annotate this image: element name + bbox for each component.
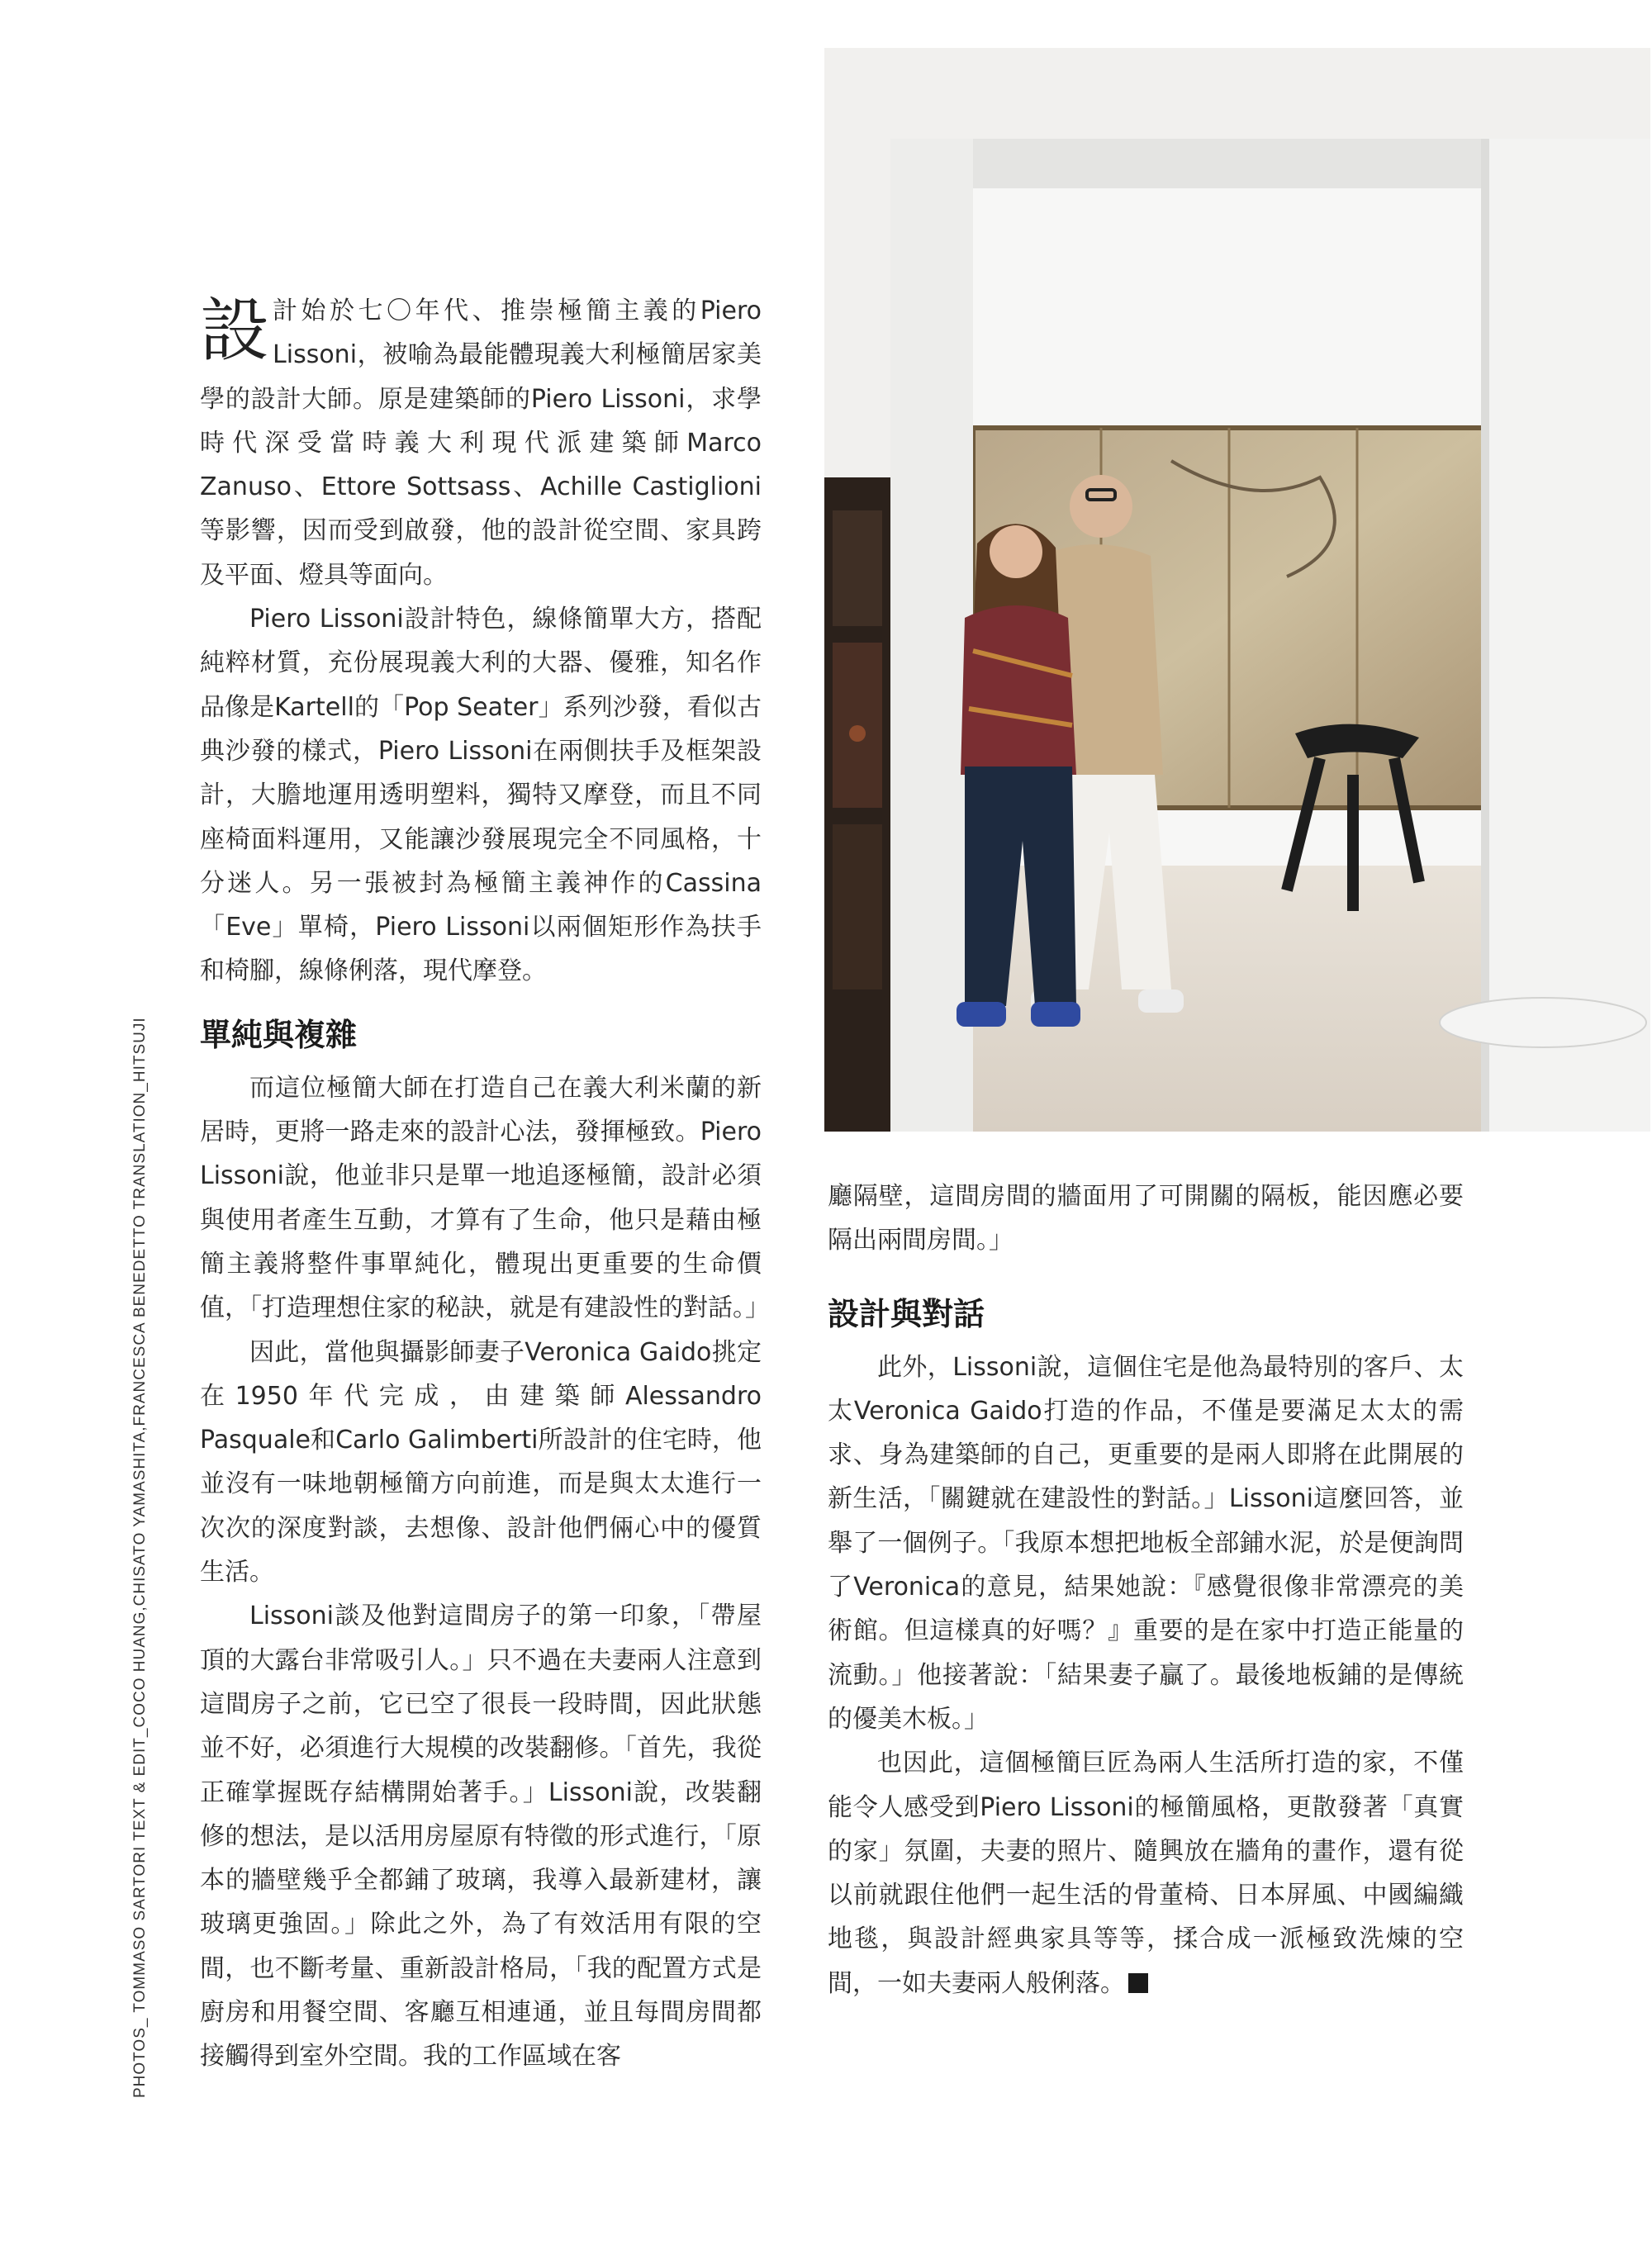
paragraph-first-impression-continued: 廳隔壁，這間房間的牆面用了可開關的隔板，能因應必要隔出兩間房間。」 — [828, 1182, 1464, 1255]
section-heading-design-dialogue: 設計與對話 — [828, 1295, 985, 1332]
article-left-column — [200, 289, 770, 2079]
paragraph-real-home — [828, 1741, 1464, 2005]
section-heading-simple-complex: 單純與複雜 — [200, 1016, 358, 1053]
end-mark-icon — [1128, 1973, 1148, 1993]
paragraph-milan-home: 而這位極簡大師在打造自己在義大利米蘭的新居時，更將一路走來的設計心法，發揮極致。Piero Lissoni說，他並非只是單一地追逐極簡，設計必須與使用者產生互動，才算有了生命，他只是藉由極簡主義將整件事單純化，體現出更重要的生命價值，「打造理想住家的秘訣，就是有建設性的對話。」 — [200, 1073, 770, 1323]
article-right-column — [828, 1175, 1464, 2005]
paragraph-special-client: 此外，Lissoni說，這個住宅是他為最特別的客戶、太太Veronica Gaido打造的作品，不僅是要滿足太太的需求、身為建築師的自己，更重要的是兩人即將在此開展的新生活，「關鍵就在建設性的對話。」Lissoni這麼回答，並舉了一個例子。「我原本想把地板全部鋪水泥，於是便詢問了Veronica的意見，結果她說：『感覺很像非常漂亮的美術館。但這樣真的好嗎？』重要的是在家中打造正能量的流動。」他接著說：「結果妻子贏了。最後地板鋪的是傳統的優美木板。」 — [828, 1352, 1464, 1734]
drop-cap: 設 — [200, 290, 270, 371]
portrait-photo — [824, 48, 1650, 1132]
intro-text: 計始於七〇年代、推崇極簡主義的Piero Lissoni，被喻為最能體現義大利極簡居家美學的設計大師。原是建築師的Piero Lissoni，求學時代深受當時義大利現代派建築師Marco Zanuso、Ettore Sottsass、Achille Castiglioni等影響，因而受到啟發，他的設計從空間、家具跨及平面、燈具等面向。 — [200, 297, 762, 590]
intro-paragraph — [200, 289, 762, 597]
photo-credit: PHOTOS_ TOMMASO SARTORI TEXT & EDIT_COCO HUANG,CHISATO YAMASHITA,FRANCESCA BENEDETTO TRANSLATION_HITSUJI — [131, 1017, 149, 2098]
paragraph-design-features: Piero Lissoni設計特色，線條簡單大方，搭配純粹材質，充份展現義大利的大器、優雅，知名作品像是Kartell的「Pop Seater」系列沙發，看似古典沙發的樣式，Piero Lissoni在兩側扶手及框架設計，大膽地運用透明塑料，獨特又摩登，而且不同座椅面料運用，又能讓沙發展現完全不同風格，十分迷人。另一張被封為極簡主義神作的Cassina「Eve」單椅，Piero Lissoni以兩個矩形作為扶手和椅腳，線條俐落，現代摩登。 — [200, 605, 762, 986]
paragraph-wife-house: 因此，當他與攝影師妻子Veronica Gaido挑定在1950年代完成，由建築師Alessandro Pasquale和Carlo Galimberti所設計的住宅時，他並沒有一味地朝極簡方向前進，而是與太太進行一次次的深度對談，去想像、設計他們倆心中的優質生活。 — [200, 1337, 762, 1587]
closing-text: 也因此，這個極簡巨匠為兩人生活所打造的家，不僅能令人感受到Piero Lissoni的極簡風格，更散發著「真實的家」氛圍，夫妻的照片、隨興放在牆角的畫作，還有從以前就跟住他們一起生活的骨董椅、日本屏風、中國編織地毯，與設計經典家具等等，揉合成一派極致洗煉的空間，一如夫妻兩人般俐落。 — [828, 1749, 1464, 1998]
paragraph-first-impression: Lissoni談及他對這間房子的第一印象，「帶屋頂的大露台非常吸引人。」只不過在夫妻兩人注意到這間房子之前，它已空了很長一段時間，因此狀態並不好，必須進行大規模的改裝翻修。「首先，我從正確掌握既存結構開始著手。」Lissoni說，改裝翻修的想法，是以活用房屋原有特徵的形式進行，「原本的牆壁幾乎全都鋪了玻璃，我導入最新建材，讓玻璃更強固。」除此之外，為了有效活用有限的空間，也不斷考量、重新設計格局，「我的配置方式是廚房和用餐空間、客廳互相連通，並且每間房間都接觸得到室外空間。我的工作區域在客 — [200, 1602, 762, 2072]
